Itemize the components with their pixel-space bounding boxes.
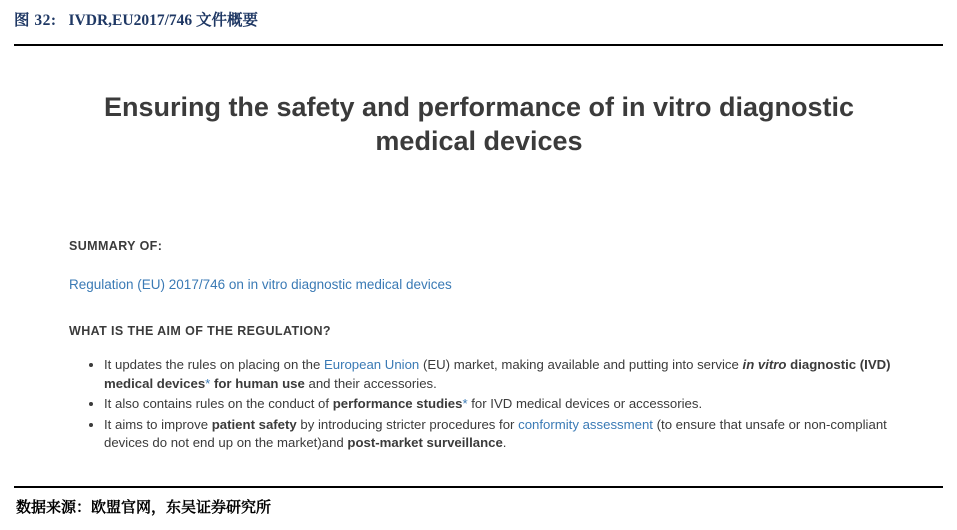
divider-top	[14, 44, 943, 46]
embedded-document	[14, 50, 943, 482]
list-item: • It updates the rules on placing on the European Union (EU) market, making available and putting into service in vitro diagnostic (IVD) medical devices* for human use and their accessories.	[104, 356, 904, 393]
aim-heading: WHAT IS THE AIM OF THE REGULATION?	[69, 324, 331, 338]
source-note: 数据来源：欧盟官网，东吴证券研究所	[16, 500, 272, 516]
document-title: Ensuring the safety and performance of in vitro diagnostic medical devices	[103, 92, 855, 156]
figure-caption	[14, 8, 943, 30]
list-item: • It aims to improve patient safety by introducing stricter procedures for conformity assessment (to ensure that unsafe or non-compliant devices do not end up on the market)and post-market surveillance.	[104, 416, 904, 453]
divider-bottom	[14, 486, 943, 488]
figure-title: IVDR,EU2017/746 文件概要	[68, 12, 258, 29]
summary-of-heading: SUMMARY OF:	[69, 239, 163, 253]
list-item: • It also contains rules on the conduct of performance studies* for IVD medical devices or accessories.	[104, 395, 904, 414]
figure-number: 图 32:	[14, 12, 57, 29]
aim-bullet-list	[86, 356, 904, 455]
regulation-link[interactable]: Regulation (EU) 2017/746 on in vitro diagnostic medical devices	[69, 277, 452, 292]
